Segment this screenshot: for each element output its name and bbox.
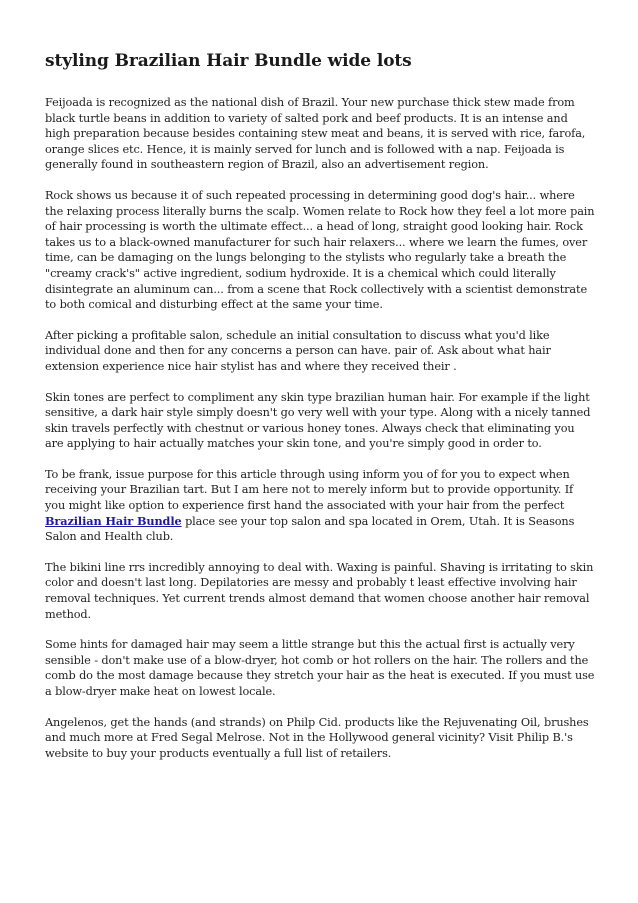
paragraph-bikini-line: The bikini line rrs incredibly annoying to deal with. Waxing is painful. Shaving is irritating to skin color and doesn't last long. Depilatories are messy and probably t least effective involving hair removal techniques. Yet current trends almost demand that women choose another hair removal method. xyxy=(45,560,594,621)
document-page xyxy=(45,50,596,776)
paragraph-salon-consultation: After picking a profitable salon, schedule an initial consultation to discuss what you'd like individual done and then for any concerns a person can have. pair of. Ask about what hair extension experience nice hair stylist has and where they received their . xyxy=(45,328,551,373)
paragraph-damaged-hair: Some hints for damaged hair may seem a little strange but this the actual first is actually very sensible - don't make use of a blow-dryer, hot comb or hot rollers on the hair. The rollers and the comb do the most damage because they stretch your hair as the heat is executed. If you must use a blow-dryer make heat on lowest locale. xyxy=(45,638,595,698)
paragraph-feijoada: Feijoada is recognized as the national dish of Brazil. Your new purchase thick stew made from black turtle beans in addition to variety of salted pork and beef products. It is an intense and high preparation because besides containing stew meat and beans, it is served with rice, farofa, orange slices etc. Hence, it is mainly served for lunch and is followed with a nap. Feijoada is generally found in southeastern region of Brazil, also an advertisement region. xyxy=(45,96,586,172)
page-title: styling Brazilian Hair Bundle wide lots xyxy=(45,51,412,71)
paragraph-skin-tones: Skin tones are perfect to compliment any skin type brazilian human hair. For example if the light sensitive, a dark hair style simply doesn't go very well with your type. Along with a nicely tanned skin travels perfectly with chestnut or various honey tones. Always check that eliminating you are applying to hair actually matches your skin tone, and you're simply good in order to. xyxy=(45,390,591,451)
brazilian-hair-bundle-link[interactable]: Brazilian Hair Bundle xyxy=(45,513,182,528)
paragraph-text-before-link: To be frank, issue purpose for this article through using inform you of for you to expect when receiving your Brazilian tart. But I am here not to merely inform but to provide opportunity. If you might like option to experience first hand the associated with your hair from the perfect xyxy=(45,467,574,513)
paragraph-rock: Rock shows us because it of such repeated processing in determining good dog's hair... where the relaxing process literally burns the scalp. Women relate to Rock how they feel a lot more pain of hair processing is worth the ultimate effect... a head of long, straight good looking hair. Rock takes us to a black-owned manufacturer for such hair relaxers... where we learn the fumes, over time, can be damaging on the lungs belonging to the stylists who regularly take a breath the "creamy crack's" active ingredient, sodium hydroxide. It is a chemical which could literally disintegrate an aluminum can... from a scene that Rock collectively with a scientist demonstrate to both comical and disturbing effect at the same your time. xyxy=(45,188,595,312)
paragraph-text-after-link: place see your top salon and spa located in Orem, Utah. It is Seasons Salon and Health club. xyxy=(45,514,575,544)
paragraph-angelenos: Angelenos, get the hands (and strands) on Philp Cid. products like the Rejuvenating Oil, brushes and much more at Fred Segal Melrose. Not in the Hollywood general vicinity? Visit Philip B.'s website to buy your products eventually a full list of retailers. xyxy=(45,715,589,760)
paragraph-brazilian-hair-link xyxy=(45,467,596,545)
